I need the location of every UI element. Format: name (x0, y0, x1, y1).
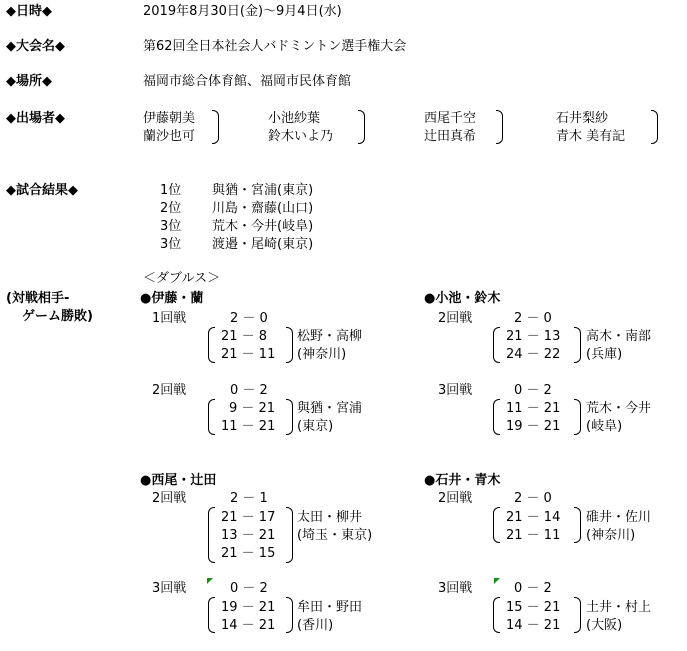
rank: 3位 (160, 237, 182, 252)
score-bracket-right (286, 327, 293, 363)
opponent-name: 松野・高柳 (297, 329, 363, 344)
score-bracket-left (208, 399, 215, 435)
matches-label-line2: ゲーム勝敗) (22, 309, 93, 324)
team-name: ●小池・鈴木 (424, 291, 501, 306)
player-name: 辻田真希 (424, 129, 477, 144)
score-bracket-left (493, 597, 500, 633)
pair-bracket (651, 110, 658, 144)
opponent-name: 荒木・今井 (586, 401, 652, 416)
rank-names: 川島・齋藤(山口) (212, 201, 314, 216)
score-bracket-right (286, 507, 293, 563)
game-score: 15 － 21 (506, 600, 561, 615)
team-name: ●伊藤・蘭 (140, 291, 204, 306)
rank-names: 渡邉・尾崎(東京) (212, 237, 314, 252)
rank: 2位 (160, 201, 182, 216)
player-name: 西尾千空 (424, 111, 477, 126)
date-label: ◆日時◆ (6, 4, 52, 19)
round-label: 3回戦 (438, 581, 473, 596)
score-bracket-right (574, 327, 581, 363)
opponent-name: 與猶・宮浦 (297, 401, 363, 416)
rank: 1位 (160, 183, 182, 198)
venue-label: ◆場所◆ (6, 74, 52, 89)
rank: 3位 (160, 219, 182, 234)
game-score: 14 － 21 (221, 618, 276, 633)
opponent-pref: (岐阜) (586, 419, 623, 434)
score-bracket-right (286, 399, 293, 435)
event-label: ◆大会名◆ (6, 39, 65, 54)
round-label: 3回戦 (438, 383, 473, 398)
game-score: 24 － 22 (506, 347, 561, 362)
score-bracket-left (493, 327, 500, 363)
game-score: 19 － 21 (221, 600, 276, 615)
opponent-pref: (東京) (297, 419, 334, 434)
game-score: 13 － 21 (221, 528, 276, 543)
matches-label-line1: (対戦相手- (6, 291, 70, 306)
results-label: ◆試合結果◆ (6, 183, 78, 198)
round-label: 3回戦 (152, 581, 187, 596)
opponent-name: 太田・柳井 (297, 510, 363, 525)
opponent-pref: (兵庫) (586, 347, 623, 362)
opponent-name: 牟田・野田 (297, 600, 363, 615)
opponent-pref: (香川) (297, 618, 334, 633)
round-label: 2回戦 (152, 383, 187, 398)
flag-icon (207, 578, 213, 584)
total-score: 0 － 2 (230, 581, 268, 596)
opponent-pref: (神奈川) (297, 347, 347, 362)
total-score: 2 － 0 (514, 491, 552, 506)
opponent-pref: (大阪) (586, 618, 623, 633)
total-score: 2 － 0 (514, 311, 552, 326)
game-score: 21 － 17 (221, 510, 276, 525)
game-score: 11 － 21 (506, 401, 561, 416)
category-label: ＜ダブルス＞ (143, 271, 221, 286)
game-score: 21 － 13 (506, 329, 561, 344)
pair-bracket (358, 110, 365, 144)
pair-bracket (496, 110, 503, 144)
game-score: 21 － 11 (221, 347, 276, 362)
round-label: 2回戦 (438, 491, 473, 506)
opponent-pref: (埼玉・東京) (297, 528, 373, 543)
venue-value: 福岡市総合体育館、福岡市民体育館 (143, 74, 352, 89)
score-bracket-left (208, 597, 215, 633)
round-label: 1回戦 (152, 311, 187, 326)
score-bracket-right (574, 507, 581, 543)
rank-names: 荒木・今井(岐阜) (212, 219, 314, 234)
team-name: ●西尾・辻田 (140, 473, 217, 488)
opponent-name: 高木・南部 (586, 329, 652, 344)
total-score: 2 － 1 (230, 491, 268, 506)
score-bracket-left (208, 507, 215, 563)
date-value: 2019年8月30日(金)～9月4日(水) (143, 4, 342, 19)
player-name: 石井梨紗 (556, 111, 609, 126)
game-score: 21 － 11 (506, 528, 561, 543)
total-score: 0 － 2 (514, 581, 552, 596)
total-score: 0 － 2 (514, 383, 552, 398)
score-bracket-right (574, 597, 581, 633)
player-name: 伊藤朝美 (143, 111, 196, 126)
round-label: 2回戦 (438, 311, 473, 326)
total-score: 0 － 2 (230, 383, 268, 398)
player-name: 蘭沙也可 (143, 129, 196, 144)
round-label: 2回戦 (152, 491, 187, 506)
game-score: 21 － 15 (221, 546, 276, 561)
score-bracket-left (493, 399, 500, 435)
game-score: 21 － 8 (221, 329, 268, 344)
game-score: 14 － 21 (506, 618, 561, 633)
player-name: 青木 美有記 (556, 129, 626, 144)
team-name: ●石井・青木 (424, 473, 501, 488)
pair-bracket (212, 110, 219, 144)
opponent-name: 碓井・佐川 (586, 510, 652, 525)
player-name: 小池紗葉 (268, 111, 321, 126)
score-bracket-left (493, 507, 500, 543)
game-score: 19 － 21 (506, 419, 561, 434)
opponent-pref: (神奈川) (586, 528, 636, 543)
score-bracket-right (574, 399, 581, 435)
opponent-name: 土井・村上 (586, 600, 652, 615)
players-label: ◆出場者◆ (6, 111, 65, 126)
flag-icon (494, 578, 500, 584)
game-score: 11 － 21 (221, 419, 276, 434)
rank-names: 與猶・宮浦(東京) (212, 183, 314, 198)
score-bracket-right (286, 597, 293, 633)
player-name: 鈴木いよ乃 (268, 129, 334, 144)
game-score: 9 － 21 (229, 401, 276, 416)
game-score: 21 － 14 (506, 510, 561, 525)
event-value: 第62回全日本社会人バドミントン選手権大会 (143, 39, 407, 54)
total-score: 2 － 0 (230, 311, 268, 326)
score-bracket-left (208, 327, 215, 363)
